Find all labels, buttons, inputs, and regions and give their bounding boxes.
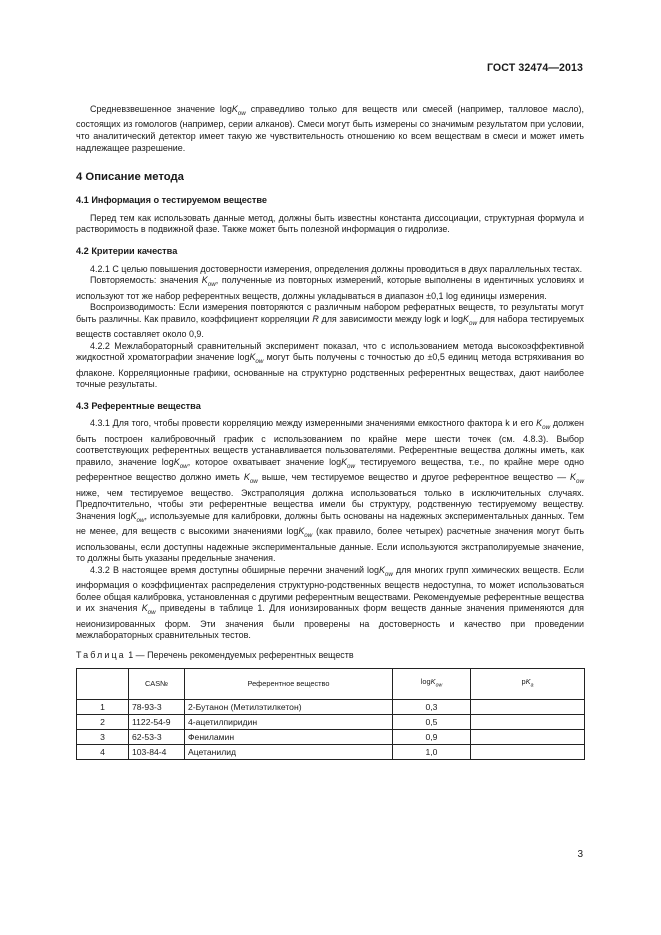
table-caption-title: 1 — Перечень рекомендуемых референтных веществ — [125, 649, 354, 660]
cell-substance: Фениламин — [185, 729, 393, 744]
table-header-row — [77, 668, 585, 699]
table-row — [77, 714, 585, 729]
header-substance: Референтное вещество — [185, 668, 393, 699]
cell-pka — [471, 699, 585, 714]
table-row — [77, 729, 585, 744]
cell-num: 2 — [77, 714, 129, 729]
section-4-1-heading: 4.1 Информация о тестируемом веществе — [76, 195, 268, 206]
header-logkow: logK$_{ow}$ — [393, 668, 471, 699]
section-4-3-heading: 4.3 Референтные вещества — [76, 400, 201, 411]
cell-logkow: 0,9 — [393, 729, 471, 744]
standard-header: ГОСТ 32474—2013 — [486, 62, 583, 74]
cell-num: 4 — [77, 744, 129, 759]
section-4-heading: 4 Описание метода — [76, 171, 184, 184]
header-num — [77, 668, 129, 699]
repeatability-paragraph: Повторяемость: значения $K_{ow}$, полученные из повторных измерений, которые выполнены в идентичных условиях и используют тот же набор референтных веществ, должны укладываться в диапазон ±0,1 log единицы измерения. — [76, 275, 584, 301]
table-caption — [76, 650, 584, 662]
table-caption-label: Таблица — [76, 649, 126, 660]
cell-num: 3 — [77, 729, 129, 744]
reproducibility-paragraph: Воспроизводимость: Если измерения повторяются с различным набором рефератных веществ, то результаты могут быть различны. Как правило, коэффициент корреляции R для зависимости между logk и logK$_{ow}$ для набора тестируемых веществ составляет около 0,9. — [76, 302, 584, 340]
section-4-2-1-paragraph: 4.2.1 С целью повышения достоверности измерения, определения должны проводиться в двух параллельных тестах. — [90, 263, 583, 274]
cell-pka — [471, 729, 585, 744]
cell-substance: 2-Бутанон (Метилэтилкетон) — [185, 699, 393, 714]
header-cas: CAS№ — [129, 668, 185, 699]
cell-pka — [471, 714, 585, 729]
cell-cas: 62-53-3 — [129, 729, 185, 744]
cell-substance: 4-ацетилпиридин — [185, 714, 393, 729]
cell-logkow: 0,5 — [393, 714, 471, 729]
header-pka: $pK_a$ — [471, 668, 585, 699]
table-row — [77, 744, 585, 759]
table-row — [77, 699, 585, 714]
section-4-2-heading: 4.2 Критерии качества — [76, 245, 178, 256]
page-number: 3 — [577, 849, 583, 860]
reference-substances-table — [76, 668, 585, 760]
cell-substance: Ацетанилид — [185, 744, 393, 759]
cell-num: 1 — [77, 699, 129, 714]
intro-paragraph: Средневзвешенное значение logK$_{ow}$ справедливо только для веществ или смесей (например, талловое масло), состоящих из гомологов (например, серии алканов). Смеси могут быть измерены со значимым результатом при условии, что аналитический детектор имеет такую же чувствительность отношению ко всем веществам в смеси и может иметь надлежащее разрешение. — [76, 104, 584, 153]
page-content — [76, 104, 584, 760]
cell-logkow: 0,3 — [393, 699, 471, 714]
section-4-3-1-paragraph: 4.3.1 Для того, чтобы провести корреляцию между измеренными значениями емкостного фактора k и его $K_{ow}$ должен быть построен калибровочный график с использованием по крайне мере шести точек (см. 4.8.3). Выбор соответствующих референтных веществ устанавливается пользователями. Референтные вещества должны иметь, как правило, значение logK$_{ow}$, которое охватывает значение logK$_{ow}$ тестируемого вещества, т.е., по крайне мере одно референтное вещество должно иметь $K_{ow}$ выше, чем тестируемое вещество и другое референтное вещество — $K_{ow}$ ниже, чем тестируемое вещество. Экстраполяция должна использоваться только в исключительных случаях. Предпочтительно, чтобы эти референтные вещества имели бы структуру, родственную тестируемому веществу. Значения logK$_{ow}$, используемые для калибровки, должны быть основаны на надежных экспериментальных данных. Тем не менее, для веществ с высокими значениями logK$_{ow}$ (как правило, более четырех) расчетные значения могут быть использованы, если доступны надежные экспериментальные данные. Если используются экстраполируемые значение, то должны быть указаны предельные значения. — [76, 418, 585, 564]
section-4-2-2-paragraph: 4.2.2 Межлабораторный сравнительный эксперимент показал, что с использованием метода высокоэффективной жидкостной хроматографии значение logK$_{ow}$ могут быть получены с точностью до ±0,5 единиц метода встряхивания во флаконе. Корреляционные графики, основанные на структурно родственных референтных веществах, дают наиболее точные результаты. — [76, 340, 585, 390]
cell-cas: 103-84-4 — [129, 744, 185, 759]
cell-pka — [471, 744, 585, 759]
cell-logkow: 1,0 — [393, 744, 471, 759]
section-4-1-text: Перед тем как использовать данные метод, должны быть известны константа диссоциации, структурная формула и растворимость в подвижной фазе. Также может быть полезной информация о гидролизе. — [76, 212, 584, 235]
cell-cas: 1122-54-9 — [129, 714, 185, 729]
cell-cas: 78-93-3 — [129, 699, 185, 714]
section-4-3-2-paragraph: 4.3.2 В настоящее время доступны обширные перечни значений logK$_{ow}$ для многих групп химических веществ. Если информация о коэффициентах распределения структурно-родственных веществ недоступна, то может использоваться более общая калибровка, установленная с другими референтным веществами. Рекомендуемые референтные вещества и их значения $K_{ow}$ приведены в таблице 1. Для ионизированных форм веществ данные значения применяются для неионизированных форм. Эти значения были проверены на достоверность и качество при проведении межлабораторных сравнительных тестов. — [76, 564, 585, 641]
